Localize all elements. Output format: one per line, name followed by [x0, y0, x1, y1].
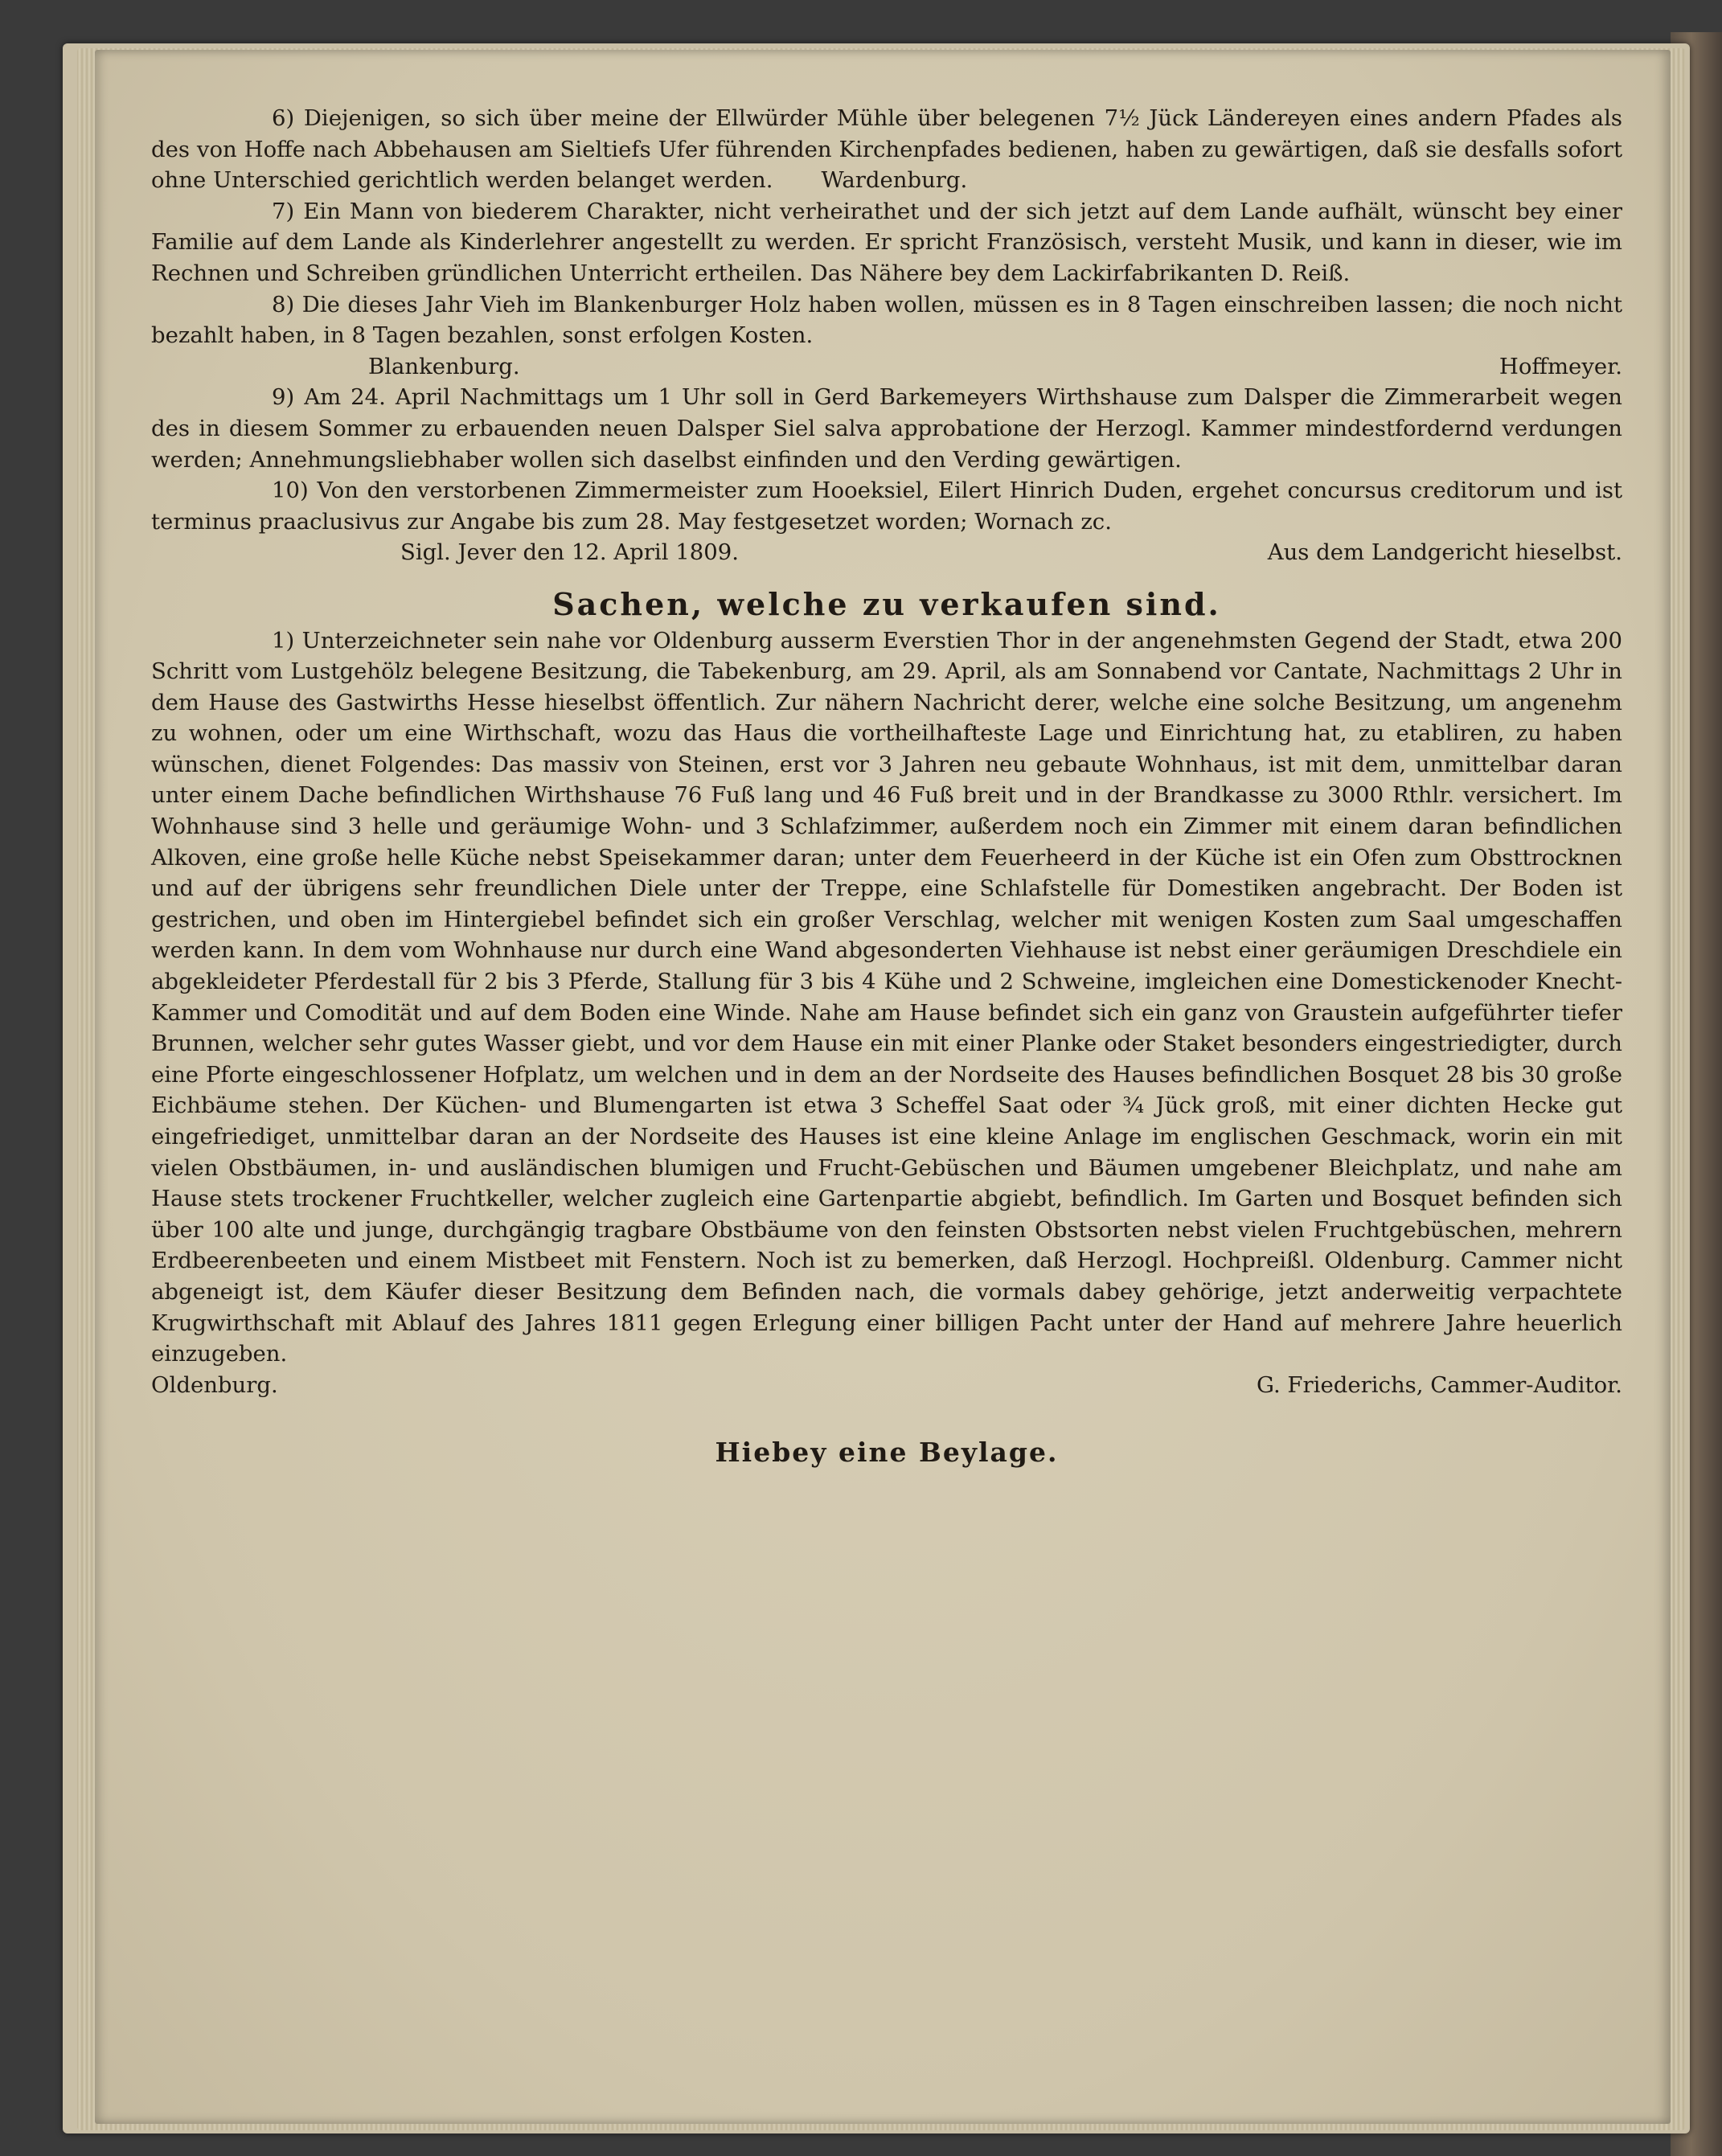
sale-1-signature-row	[151, 1370, 1622, 1401]
notice-7: 7) Ein Mann von biederem Charakter, nicht verheirathet und der sich jetzt auf dem Lande aufhält, wünscht bey einer Familie auf dem Lande als Kinderlehrer angestellt zu werden. Er spricht Französisch, versteht Musik, und kann in dieser, wie im Rechnen und Schreiben gründlichen Unterricht ertheilen. Das Nähere bey dem Lackirfabrikanten D. Reiß.	[151, 198, 1622, 286]
notice-8-signature: Hoffmeyer.	[1499, 353, 1622, 379]
notice-10-place: Sigl. Jever den 12. April 1809.	[400, 539, 739, 566]
notice-6-text: 6) Diejenigen, so sich über meine der Ellwürder Mühle über belegenen 7½ Jück Ländereyen eines andern Pfades als des von Hoffe nach Abbehausen am Sieltiefs Ufer führenden Kirchenpfades bedienen, haben zu gewärtigen, daß sie desfalls sofort ohne Unterschied gerichtlich werden belanget werden.	[151, 105, 1622, 194]
notice-10: 10) Von den verstorbenen Zimmermeister zum Hooeksiel, Eilert Hinrich Duden, ergehet concursus creditorum und ist terminus praaclusivus zur Angabe bis zum 28. May festgesetzet worden; Wornach zc.	[151, 478, 1622, 535]
notice-10-signature: Aus dem Landgericht hieselbst.	[1267, 539, 1622, 566]
closing-note: Hiebey eine Beylage.	[715, 1437, 1059, 1469]
notice-8-signature-row	[151, 351, 1622, 383]
sale-1-place: Oldenburg.	[151, 1371, 278, 1398]
notice-6-signature: Wardenburg.	[821, 167, 968, 194]
sale-1: 1) Unterzeichneter sein nahe vor Oldenburg ausserm Everstien Thor in der angenehmsten Gegend der Stadt, etwa 200 Schritt vom Lustgehölz belegene Besitzung, die Tabekenburg, am 29. April, als am Sonnabend vor Cantate, Nachmittags 2 Uhr in dem Hause des Gastwirths Hesse hieselbst öffentlich. Zur nähern Nachricht derer, welche eine solche Besitzung, um angenehm zu wohnen, oder um eine Wirthschaft, wozu das Haus die vortheilhafteste Lage und Einrichtung hat, zu etabliren, zu haben wünschen, dienet Folgendes: Das massiv von Steinen, erst vor 3 Jahren neu gebaute Wohnhaus, ist mit dem, unmittelbar daran unter einem Dache befindlichen Wirthshause 76 Fuß lang und 46 Fuß breit und in der Brandkasse zu 3000 Rthlr. versichert. Im Wohnhause sind 3 helle und geräumige Wohn- und 3 Schlafzimmer, außerdem noch ein Zimmer mit einem daran befindlichen Alkoven, eine große helle Küche nebst Speisekammer daran; unter dem Feuerheerd in der Küche ist ein Ofen zum Obsttrocknen und auf der übrigens sehr freundlichen Diele unter der Treppe, eine Schlafstelle für Domestiken angebracht. Der Boden ist gestrichen, und oben im Hintergiebel befindet sich ein großer Verschlag, welcher mit wenigen Kosten zum Saal umgeschaffen werden kann. In dem vom Wohnhause nur durch eine Wand abgesonderten Viehhause ist nebst einer geräumigen Dreschdiele ein abgekleideter Pferdestall für 2 bis 3 Pferde, Stallung für 3 bis 4 Kühe und 2 Schweine, imgleichen eine Domestickenoder Knecht-Kammer und Comodität und auf dem Boden eine Winde. Nahe am Hause befindet sich ein ganz von Graustein aufgeführter tiefer Brunnen, welcher sehr gutes Wasser giebt, und vor dem Hause ein mit einer Planke oder Staket besonders eingestriedigter, durch eine Pforte eingeschlossener Hofplatz, um welchen und in dem an der Nordseite des Hauses befindlichen Bosquet 28 bis 30 große Eichbäume stehen. Der Küchen- und Blumengarten ist etwa 3 Scheffel Saat oder ¾ Jück groß, mit einer dichten Hecke gut eingefriediget, unmittelbar daran an der Nordseite des Hauses ist eine kleine Anlage im englischen Geschmack, worin ein mit vielen Obstbäumen, in- und ausländischen blumigen und Frucht-Gebüschen und Bäumen umgebener Bleichplatz, und nahe am Hause stets trockener Fruchtkeller, welcher zugleich eine Gartenpartie abgiebt, befindlich. Im Garten und Bosquet befinden sich über 100 alte und junge, durchgängig tragbare Obstbäume von den feinsten Obstsorten nebst vielen Fruchtgebüschen, mehrern Erdbeerenbeeten und einem Mistbeet mit Fenstern. Noch ist zu bemerken, daß Herzogl. Hochpreißl. Oldenburg. Cammer nicht abgeneigt ist, dem Käufer dieser Besitzung dem Befinden nach, die vormals dabey gehörige, jetzt anderweitig verpachtete Krugwirthschaft mit Ablauf des Jahres 1811 gegen Erlegung einer billigen Pacht unter der Hand auf mehrere Jahre heuerlich einzugeben.	[151, 627, 1622, 1367]
notice-8-place: Blankenburg.	[368, 353, 520, 379]
section-heading: Sachen, welche zu verkaufen sind.	[552, 585, 1221, 622]
notice-9: 9) Am 24. April Nachmittags um 1 Uhr soll in Gerd Barkemeyers Wirthshause zum Dalsper die Zimmerarbeit wegen des in diesem Sommer zu erbauenden neuen Dalsper Siel salva approbatione der Herzogl. Kammer mindestfordernd verdungen werden; Annehmungsliebhaber wollen sich daselbst einfinden und den Verding gewärtigen.	[151, 384, 1622, 473]
notice-8: 8) Die dieses Jahr Vieh im Blankenburger Holz haben wollen, müssen es in 8 Tagen einschreiben lassen; die noch nicht bezahlt haben, in 8 Tagen bezahlen, sonst erfolgen Kosten.	[151, 291, 1622, 349]
page-text	[151, 103, 1622, 1469]
notice-10-signature-row	[151, 537, 1622, 568]
sale-1-signature: G. Friederichs, Cammer-Auditor.	[1256, 1371, 1622, 1398]
notice-6	[151, 103, 1622, 196]
